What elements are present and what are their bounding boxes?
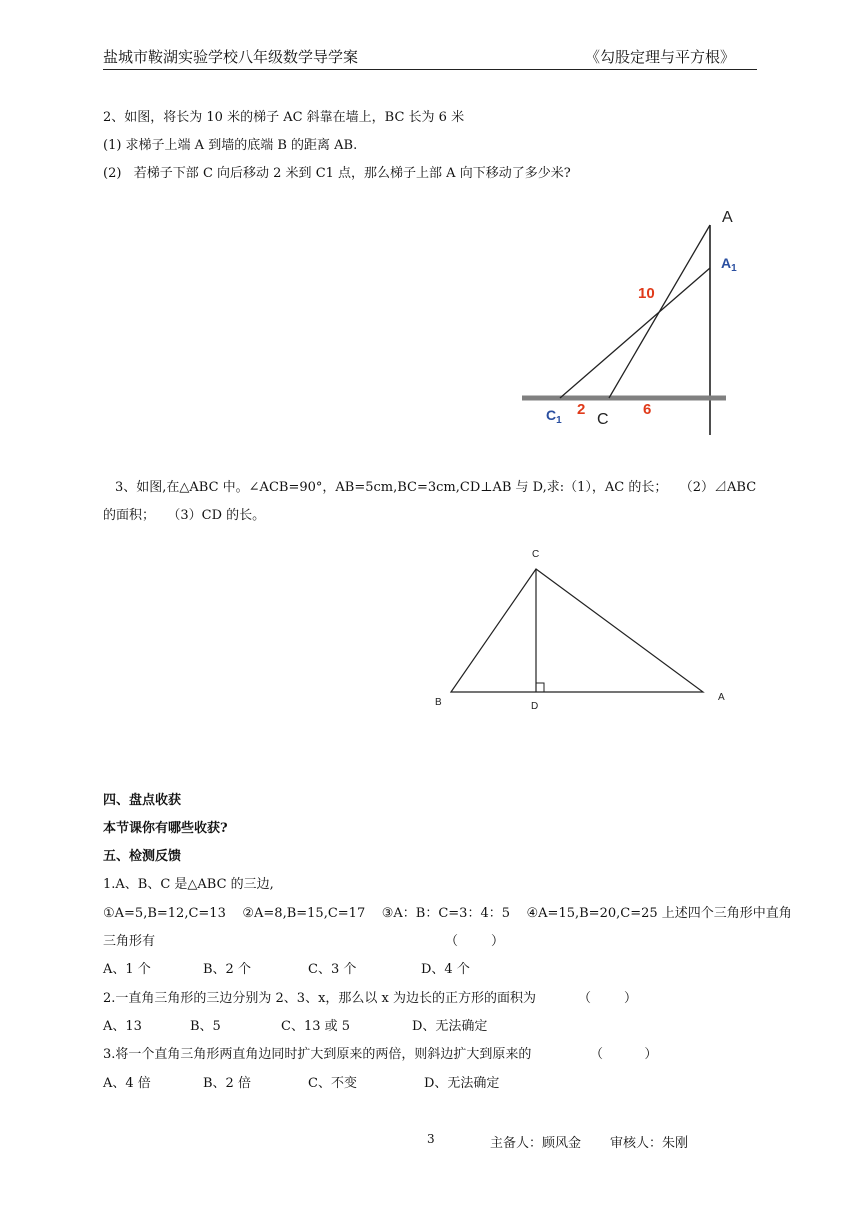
q1-option-c: C、3 个 [308,962,357,977]
ladder-a1c1 [560,268,710,398]
q3-option-c: C、不变 [308,1076,357,1091]
header-left: 盐城市鞍湖实验学校八年级数学导学案 [103,48,359,66]
label-c1: $C_1$ [546,407,562,426]
section4-body: 本节课你有哪些收获? [103,821,228,836]
label-d: D [531,701,539,712]
right-angle-mark [536,683,544,692]
label-2: 2 [577,401,586,418]
q2-option-c: C、13 或 5 [281,1019,351,1034]
section4-title: 四、盘点收获 [103,793,182,808]
q1-option-a: A、1 个 [103,962,151,977]
q2-stem: 2、如图，将长为 10 米的梯子 AC 斜靠在墙上，BC 长为 6 米 [103,110,465,125]
label-6: 6 [643,401,652,418]
footer-preparer: 主备人：顾风金 [490,1136,582,1151]
label-a: A [718,692,725,703]
q2-option-b: B、5 [190,1019,221,1034]
q3-answer-paren: （ ） [590,1047,658,1062]
q2-option-d: D、无法确定 [412,1019,488,1034]
q3-line2: 的面积； （3）CD 的长。 [103,508,266,523]
section5-title: 五、检测反馈 [103,849,182,864]
q3-option-a: A、4 倍 [103,1076,151,1091]
q1-conditions: ①A=5,B=12,C=13 ②A=8,B=15,C=17 ③A：B：C=3：4：5 ④A=15,B=20,C=25 上述四个三角形中直角 [103,906,792,921]
footer-reviewer: 审核人：朱刚 [610,1136,689,1151]
q1-option-d: D、4 个 [421,962,470,977]
triangle-figure [425,540,745,720]
q1-option-b: B、2 个 [203,962,251,977]
q2-part1: (1) 求梯子上端 A 到墙的底端 B 的距离 AB. [103,138,358,153]
header-right: 《勾股定理与平方根》 [585,48,736,66]
label-c: C [532,549,540,560]
q3-option-b: B、2 倍 [203,1076,251,1091]
q1-stem: 1.A、B、C 是△ABC 的三边, [103,877,274,892]
header-rule [103,69,757,70]
label-c: C [597,411,609,428]
q3-test-stem: 3.将一个直角三角形两直角边同时扩大到原来的两倍，则斜边扩大到原来的 [103,1047,532,1062]
triangle-abc [451,569,703,692]
q2-part2: (2) 若梯子下部 C 向后移动 2 米到 C1 点，那么梯子上部 A 向下移动了多少米? [103,166,571,181]
page-number: 3 [427,1132,435,1146]
q1-answer-paren: （ ） [445,934,505,949]
q1-cont: 三角形有 [103,934,156,949]
q2-option-a: A、13 [103,1019,142,1034]
q3-line1: 3、如图,在△ABC 中。∠ACB=90°，AB=5cm,BC=3cm,CD⊥AB 与 D,求:（1），AC 的长； （2）⊿ABC [115,480,757,495]
label-10: 10 [638,285,655,302]
label-b: B [435,697,442,708]
q3-option-d: D、无法确定 [424,1076,500,1091]
label-a: A [722,209,733,226]
label-a1: $A_1$ [721,255,737,274]
q2-test-stem: 2.一直角三角形的三边分别为 2、3、x，那么以 x 为边长的正方形的面积为 [103,991,537,1006]
ladder-figure [510,200,760,445]
q2-answer-paren: （ ） [578,991,638,1006]
